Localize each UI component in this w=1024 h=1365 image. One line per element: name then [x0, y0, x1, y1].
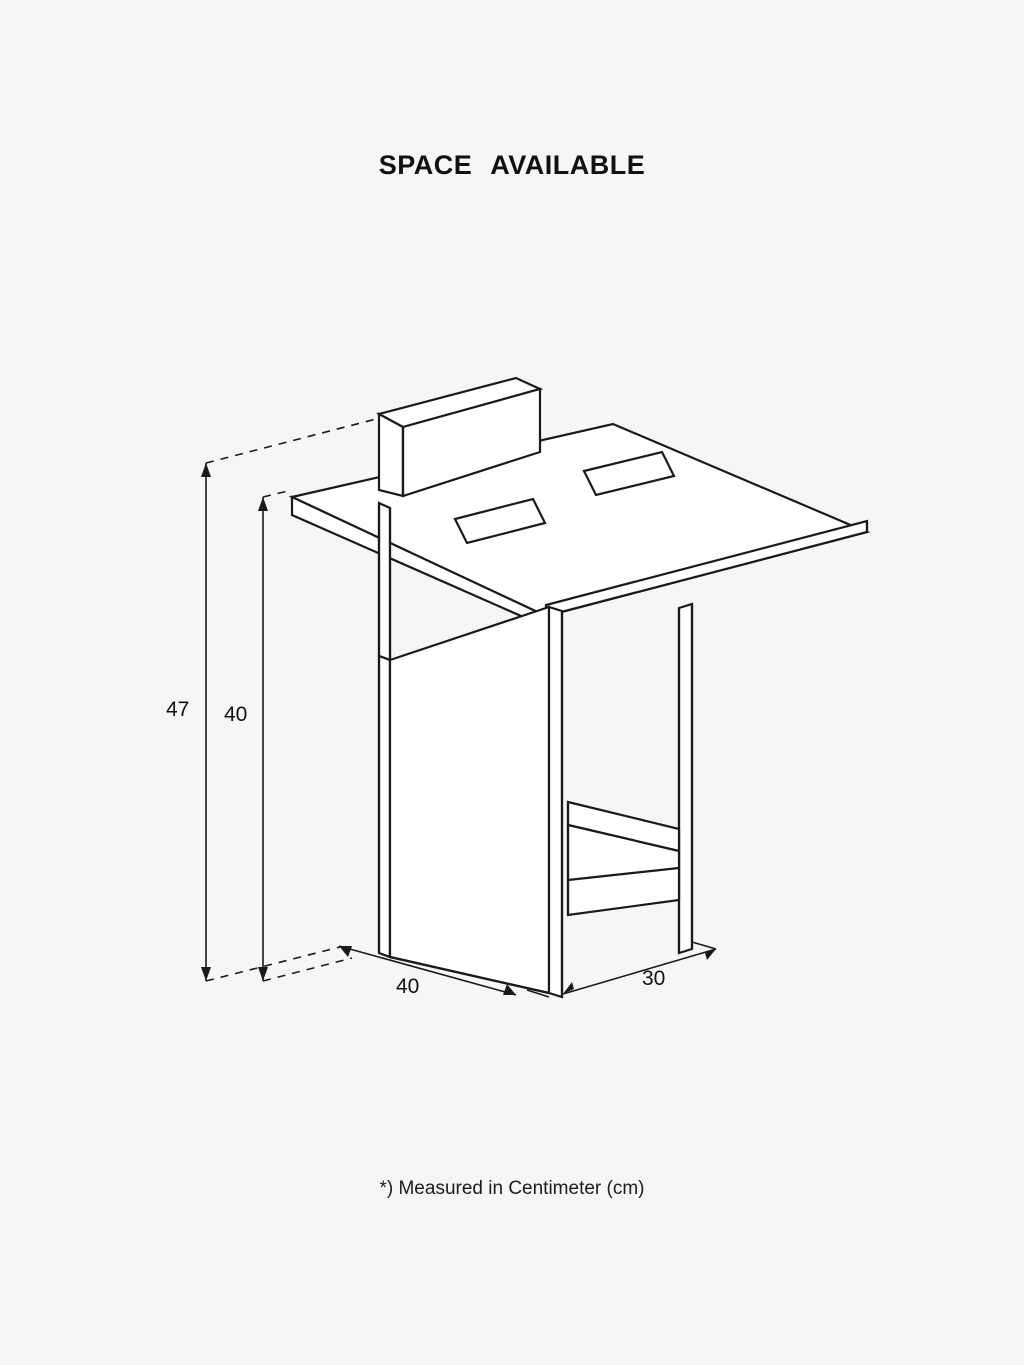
- leader-bottom-47: [206, 947, 340, 981]
- page-title-word-1: SPACE: [378, 150, 473, 180]
- dimension-label-width: 40: [396, 975, 420, 998]
- measurement-note: *) Measured in Centimeter (cm): [379, 1178, 645, 1199]
- leader-top-40: [263, 490, 292, 497]
- side-panel-left: [390, 607, 549, 993]
- leg-rear-left: [379, 503, 390, 660]
- dimension-label-depth: 30: [642, 967, 666, 990]
- leader-depth: [692, 942, 716, 949]
- dimension-label-table-height: 40: [224, 703, 248, 726]
- leader-bottom-40: [263, 958, 352, 981]
- dimension-label-total-height: 47: [166, 698, 190, 721]
- page-title-word-2: AVAILABLE: [490, 150, 646, 180]
- dim-line-depth-30: [563, 949, 716, 994]
- leader-top-47: [206, 418, 380, 463]
- leg-front-left-outer: [379, 656, 390, 957]
- leg-front-center: [549, 607, 562, 997]
- back-panel-left-face: [379, 414, 403, 496]
- leg-rear-right: [679, 604, 692, 953]
